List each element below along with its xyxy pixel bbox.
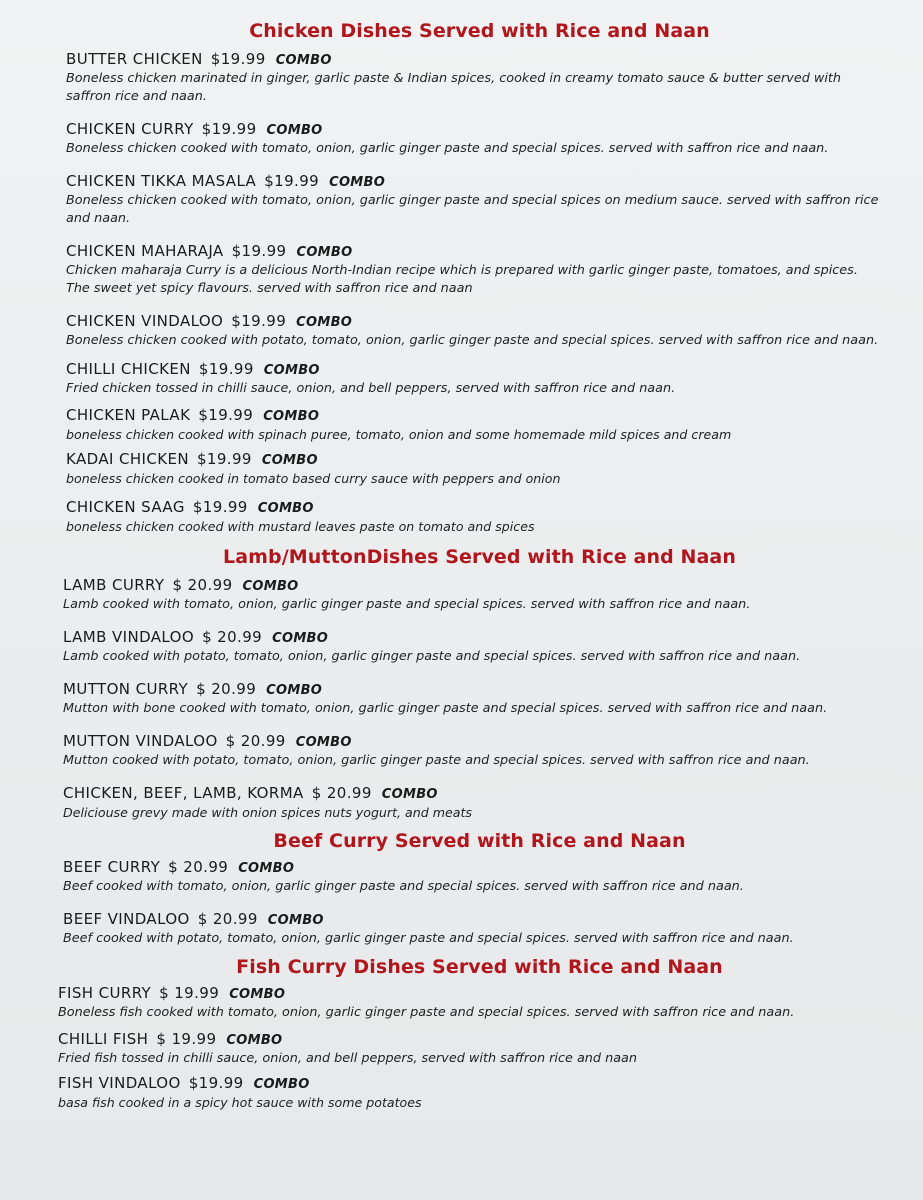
item-description: Boneless chicken cooked with potato, tomato, onion, garlic ginger paste and special spices. served with saffron rice and naan.: [66, 333, 879, 348]
item-price: $ 20.99: [202, 628, 263, 646]
menu-item-fish-curry: [58, 984, 893, 1022]
item-description: Boneless chicken cooked with tomato, onion, garlic ginger paste and special spices. served with saffron rice and naan.: [66, 141, 829, 156]
menu-item-kadai-chicken: [66, 450, 893, 488]
item-description: Fried fish tossed in chilli sauce, onion, and bell peppers, served with saffron rice and naan: [58, 1051, 638, 1066]
menu-item-beef-vindaloo: [63, 910, 893, 948]
combo-label: COMBO: [229, 987, 286, 1002]
item-name: CHICKEN PALAK: [66, 406, 191, 424]
combo-label: COMBO: [272, 631, 329, 646]
item-name: FISH CURRY: [58, 984, 152, 1002]
item-name: LAMB VINDALOO: [63, 628, 195, 646]
item-price: $19.99: [192, 498, 248, 516]
item-price: $19.99: [198, 360, 254, 378]
item-price: $19.99: [196, 450, 252, 468]
item-price: $ 20.99: [311, 784, 372, 802]
item-price: $19.99: [231, 312, 287, 330]
combo-label: COMBO: [296, 245, 353, 260]
menu-item-mutton-vindaloo: [63, 732, 893, 770]
menu-item-chicken-palak: [66, 406, 893, 444]
combo-label: COMBO: [296, 315, 353, 330]
combo-label: COMBO: [263, 363, 320, 378]
item-name: CHICKEN VINDALOO: [66, 312, 224, 330]
menu-item-mutton-curry: [63, 680, 893, 718]
item-description: Boneless chicken cooked with tomato, onion, garlic ginger paste and special spices on medium sauce. served with saffron rice and naan.: [66, 193, 879, 226]
item-price: $ 19.99: [159, 984, 220, 1002]
item-description: Beef cooked with tomato, onion, garlic ginger paste and special spices. served with saffron rice and naan.: [63, 879, 744, 894]
combo-label: COMBO: [238, 861, 295, 876]
item-name: CHICKEN MAHARAJA: [66, 242, 224, 260]
item-price: $19.99: [201, 120, 257, 138]
item-description: basa fish cooked in a spicy hot sauce with some potatoes: [58, 1095, 422, 1110]
combo-label: COMBO: [266, 123, 323, 138]
item-name: CHILLI CHICKEN: [66, 360, 191, 378]
menu-item-butter-chicken: [66, 50, 893, 106]
combo-label: COMBO: [295, 735, 352, 750]
item-price: $ 19.99: [156, 1030, 217, 1048]
item-name: MUTTON CURRY: [63, 680, 189, 698]
item-price: $ 20.99: [197, 910, 258, 928]
item-description: Mutton cooked with potato, tomato, onion, garlic ginger paste and special spices. served with saffron rice and naan.: [63, 753, 810, 768]
menu-item-fish-vindaloo: [58, 1074, 893, 1112]
item-price: $19.99: [231, 242, 287, 260]
menu-item-lamb-curry: [63, 576, 893, 614]
item-description: boneless chicken cooked with spinach puree, tomato, onion and some homemade mild spices and cream: [66, 427, 732, 442]
item-name: BEEF CURRY: [63, 858, 161, 876]
item-price: $ 20.99: [168, 858, 229, 876]
combo-label: COMBO: [329, 175, 386, 190]
item-description: Beef cooked with potato, tomato, onion, garlic ginger paste and special spices. served with saffron rice and naan.: [63, 931, 794, 946]
item-description: boneless chicken cooked in tomato based curry sauce with peppers and onion: [66, 471, 561, 486]
item-name: BEEF VINDALOO: [63, 910, 190, 928]
item-name: BUTTER CHICKEN: [66, 50, 203, 68]
combo-label: COMBO: [381, 787, 438, 802]
combo-label: COMBO: [253, 1077, 310, 1092]
menu-item-lamb-vindaloo: [63, 628, 893, 666]
menu-item-chilli-fish: [58, 1030, 893, 1068]
menu-item-korma: [63, 784, 893, 822]
item-name: FISH VINDALOO: [58, 1074, 181, 1092]
menu-item-chicken-curry: [66, 120, 893, 158]
item-name: KADAI CHICKEN: [66, 450, 189, 468]
item-name: CHICKEN CURRY: [66, 120, 194, 138]
combo-label: COMBO: [226, 1033, 283, 1048]
combo-label: COMBO: [275, 53, 332, 68]
item-name: CHICKEN, BEEF, LAMB, KORMA: [63, 784, 304, 802]
item-price: $19.99: [210, 50, 266, 68]
item-name: CHICKEN SAAG: [66, 498, 185, 516]
item-price: $ 20.99: [172, 576, 233, 594]
item-description: Chicken maharaja Curry is a delicious North-Indian recipe which is prepared with garlic ginger paste, tomatoes, and spices. The sweet yet spicy flavours. served with saffron rice and naan: [66, 263, 858, 296]
item-price: $19.99: [188, 1074, 244, 1092]
item-description: Mutton with bone cooked with tomato, onion, garlic ginger paste and special spices. served with saffron rice and naan.: [63, 701, 828, 716]
combo-label: COMBO: [261, 453, 318, 468]
section-title-beef: Beef Curry Served with Rice and Naan: [273, 830, 686, 852]
combo-label: COMBO: [242, 579, 299, 594]
item-price: $19.99: [198, 406, 254, 424]
item-name: LAMB CURRY: [63, 576, 165, 594]
item-description: Boneless chicken marinated in ginger, garlic paste & Indian spices, cooked in creamy tomato sauce & butter served with saffron rice and naan.: [66, 71, 842, 104]
item-price: $ 20.99: [225, 732, 286, 750]
menu-item-chicken-vindaloo: [66, 312, 893, 350]
item-name: CHICKEN TIKKA MASALA: [66, 172, 257, 190]
item-description: Lamb cooked with potato, tomato, onion, garlic ginger paste and special spices. served with saffron rice and naan.: [63, 649, 801, 664]
item-name: MUTTON VINDALOO: [63, 732, 218, 750]
item-price: $19.99: [264, 172, 320, 190]
combo-label: COMBO: [267, 913, 324, 928]
item-description: boneless chicken cooked with mustard leaves paste on tomato and spices: [66, 519, 535, 534]
combo-label: COMBO: [266, 683, 323, 698]
section-title-chicken: Chicken Dishes Served with Rice and Naan: [249, 20, 710, 42]
item-price: $ 20.99: [196, 680, 257, 698]
item-description: Lamb cooked with tomato, onion, garlic ginger paste and special spices. served with saffron rice and naan.: [63, 597, 751, 612]
combo-label: COMBO: [257, 501, 314, 516]
section-title-fish: Fish Curry Dishes Served with Rice and Naan: [236, 956, 723, 978]
menu-item-chilli-chicken: [66, 360, 893, 398]
section-title-lamb-mutton: Lamb/MuttonDishes Served with Rice and Naan: [223, 546, 736, 568]
menu-item-chicken-maharaja: [66, 242, 893, 298]
menu-item-chicken-saag: [66, 498, 893, 536]
item-description: Fried chicken tossed in chilli sauce, onion, and bell peppers, served with saffron rice and naan.: [66, 381, 676, 396]
item-description: Deliciouse grevy made with onion spices nuts yogurt, and meats: [63, 805, 472, 820]
item-description: Boneless fish cooked with tomato, onion, garlic ginger paste and special spices. served with saffron rice and naan.: [58, 1005, 795, 1020]
item-name: CHILLI FISH: [58, 1030, 149, 1048]
menu-item-beef-curry: [63, 858, 893, 896]
menu-item-chicken-tikka-masala: [66, 172, 893, 228]
combo-label: COMBO: [263, 409, 320, 424]
